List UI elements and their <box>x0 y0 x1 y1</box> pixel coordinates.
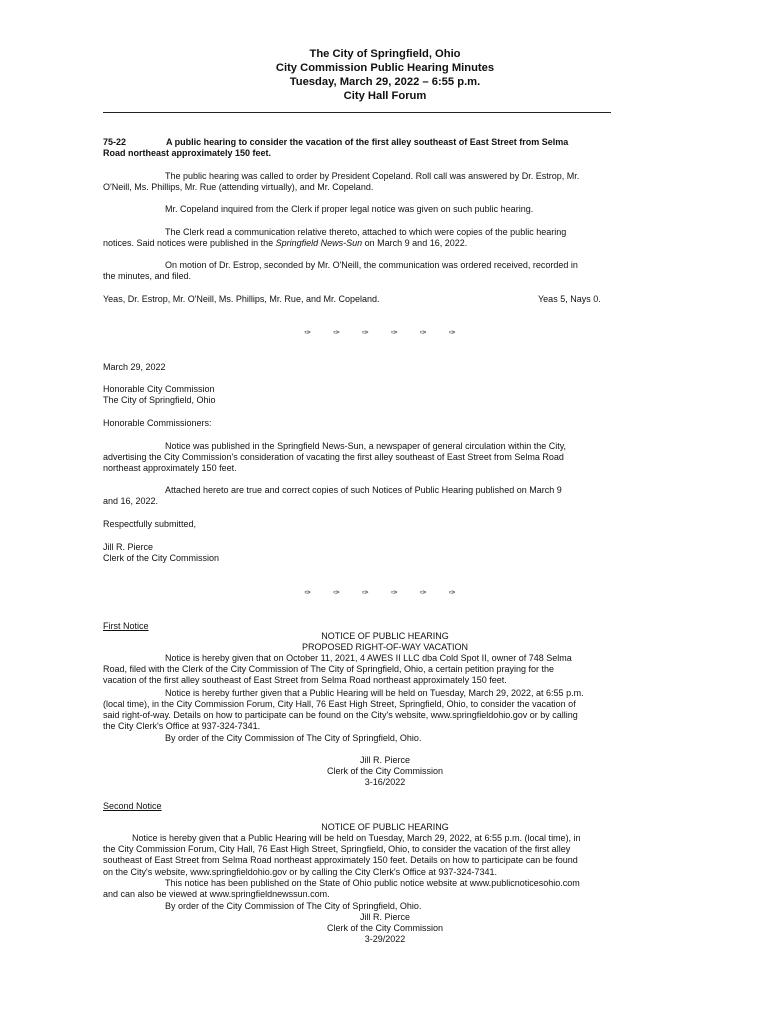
letter-addressee-line2: The City of Springfield, Ohio <box>103 395 216 405</box>
section-separator-icon: ✑ ✑ ✑ ✑ ✑ ✑ <box>304 328 466 337</box>
minutes-para1-line2: O'Neill, Ms. Phillips, Mr. Rue (attending virtually), and Mr. Copeland. <box>103 182 374 192</box>
first-notice-line5: (local time), in the City Commission Forum, City Hall, 76 East High Street, Springfield, Ohio, to consider the vacation of <box>103 699 576 709</box>
second-notice-signature-name: Jill R. Pierce <box>359 912 410 922</box>
first-notice-line8: By order of the City Commission of The City of Springfield, Ohio. <box>165 733 422 743</box>
minutes-para3-line1: The Clerk read a communication relative thereto, attached to which were copies of the public hearing <box>165 227 567 237</box>
letter-signature-title: Clerk of the City Commission <box>103 553 220 563</box>
second-notice-line5: This notice has been published on the State of Ohio public notice website at www.publicnoticesohio.com <box>165 878 580 888</box>
first-notice-signature-name: Jill R. Pierce <box>359 755 410 765</box>
first-notice-line7: the City Clerk's Office at 937-324-7341. <box>103 721 261 731</box>
first-notice-heading: NOTICE OF PUBLIC HEARING <box>321 631 449 641</box>
minutes-para2: Mr. Copeland inquired from the Clerk if proper legal notice was given on such public hearing. <box>165 204 534 214</box>
minutes-para4-line1: On motion of Dr. Estrop, seconded by Mr. O'Neill, the communication was ordered received, recorded in <box>165 260 578 270</box>
minutes-para4-line2: the minutes, and filed. <box>103 271 192 281</box>
second-notice-line7: By order of the City Commission of The City of Springfield, Ohio. <box>165 901 422 911</box>
header-date: Tuesday, March 29, 2022 – 6:55 p.m. <box>289 76 481 88</box>
letter-para1-line1: Notice was published in the Springfield News-Sun, a newspaper of general circulation within the City, <box>165 441 567 451</box>
newspaper-name: Springfield News-Sun <box>275 238 363 248</box>
header-rule <box>103 112 611 113</box>
first-notice-date: 3-16/2022 <box>364 777 406 787</box>
letter-signature-name: Jill R. Pierce <box>103 542 154 552</box>
item-number: 75-22 <box>103 137 127 147</box>
first-notice-signature-title: Clerk of the City Commission <box>326 766 444 776</box>
first-notice-subheading: PROPOSED RIGHT-OF-WAY VACATION <box>301 642 468 652</box>
letter-addressee-line1: Honorable City Commission <box>103 384 215 394</box>
second-notice-label: Second Notice <box>103 801 162 811</box>
second-notice-heading: NOTICE OF PUBLIC HEARING <box>321 822 449 832</box>
second-notice-line1: Notice is hereby given that a Public Hearing will be held on Tuesday, March 29, 2022, at 6:55 p.m. (local time), in <box>132 833 581 843</box>
second-notice-line6: and can also be viewed at www.springfieldnewssun.com. <box>103 889 330 899</box>
second-notice-signature-title: Clerk of the City Commission <box>326 923 444 933</box>
first-notice-line3: vacation of the first alley southeast of East Street from Selma Road northeast approximately 150 feet. <box>103 675 507 685</box>
header-location: City Hall Forum <box>343 90 427 102</box>
second-notice-date: 3-29/2022 <box>364 934 406 944</box>
first-notice-line1: Notice is hereby given that on October 11, 2021, 4 AWES II LLC dba Cold Spot II, owner of 748 Selma <box>165 653 572 663</box>
second-notice-line4: on the City's website, www.springfieldohio.gov or by calling the City Clerk's Office at 937-324-7341. <box>103 867 497 877</box>
section-separator-icon: ✑ ✑ ✑ ✑ ✑ ✑ <box>304 588 466 597</box>
header-city: The City of Springfield, Ohio <box>309 48 461 60</box>
second-notice-line2: the City Commission Forum, City Hall, 76 East High Street, Springfield, Ohio, to consider the vacation of the first alley <box>103 844 571 854</box>
minutes-para3-line2: notices. Said notices were published in the Springfield News-Sun on March 9 and 16, 2022. <box>103 238 468 248</box>
item-title-line1: A public hearing to consider the vacation of the first alley southeast of East Street from Selma <box>166 137 569 147</box>
item-title-line2: Road northeast approximately 150 feet. <box>103 148 272 158</box>
first-notice-line6: said right-of-way. Details on how to participate can be found on the City's website, www.springfieldohio.gov or by calling <box>103 710 578 720</box>
letter-para1-line3: northeast approximately 150 feet. <box>103 463 237 473</box>
letter-date: March 29, 2022 <box>103 362 166 372</box>
vote-members: Yeas, Dr. Estrop, Mr. O'Neill, Ms. Phillips, Mr. Rue, and Mr. Copeland. <box>103 294 380 304</box>
letter-closing: Respectfully submitted, <box>103 519 197 529</box>
second-notice-line3: southeast of East Street from Selma Road northeast approximately 150 feet. Details on how to participate can be found <box>103 855 578 865</box>
minutes-para1-line1: The public hearing was called to order by President Copeland. Roll call was answered by Dr. Estrop, Mr. <box>165 171 580 181</box>
vote-tally: Yeas 5, Nays 0. <box>538 294 601 304</box>
first-notice-label: First Notice <box>103 621 149 631</box>
letter-para2-line2: and 16, 2022. <box>103 496 159 506</box>
letter-para1-line2: advertising the City Commission's consideration of vacating the first alley southeast of East Street from Selma Road <box>103 452 564 462</box>
letter-salutation: Honorable Commissioners: <box>103 418 212 428</box>
first-notice-line4: Notice is hereby further given that a Public Hearing will be held on Tuesday, March 29, 2022, at 6:55 p.m. <box>165 688 584 698</box>
first-notice-line2: Road, filed with the Clerk of the City Commission of The City of Springfield, Ohio, a certain petition praying for the <box>103 664 555 674</box>
letter-para2-line1: Attached hereto are true and correct copies of such Notices of Public Hearing published on March 9 <box>165 485 562 495</box>
header-title: City Commission Public Hearing Minutes <box>275 62 495 74</box>
